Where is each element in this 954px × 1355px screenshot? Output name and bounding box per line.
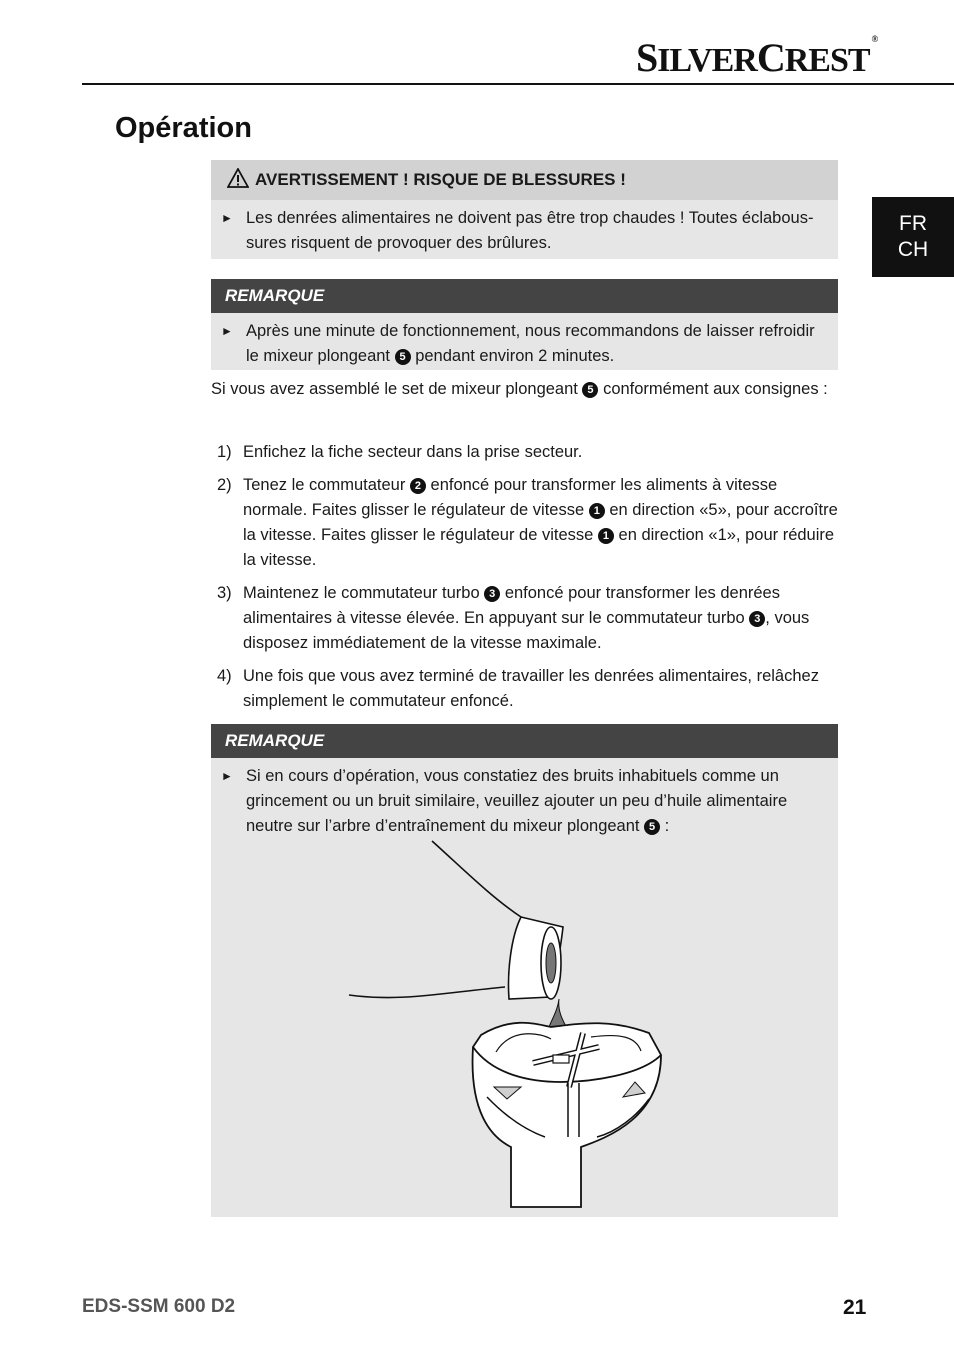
note-box-2 bbox=[211, 724, 838, 1217]
step-1: 1) Enfichez la fiche secteur dans la prise secteur. bbox=[217, 443, 583, 461]
oil-bottle-blender-illustration bbox=[211, 837, 838, 1217]
part-ref-badge: 5 bbox=[582, 382, 598, 398]
page-number: 21 bbox=[843, 1296, 867, 1319]
step-4: 4) Une fois que vous avez terminé de travailler les denrées alimentaires, relâchez simplement le commutateur enfoncé. bbox=[217, 667, 819, 710]
model-number: EDS-SSM 600 D2 bbox=[82, 1296, 236, 1317]
note-heading-2: REMARQUE bbox=[211, 724, 838, 758]
warning-triangle-icon bbox=[227, 163, 249, 203]
warning-heading: AVERTISSEMENT ! RISQUE DE BLESSURES ! bbox=[211, 160, 838, 200]
part-ref-badge: 3 bbox=[484, 586, 500, 602]
header-rule bbox=[82, 83, 954, 85]
note-box-1 bbox=[211, 279, 838, 370]
language-tab: FR CH bbox=[872, 197, 954, 277]
note-heading-1: REMARQUE bbox=[211, 279, 838, 313]
step-2: 2) Tenez le commutateur 2 enfoncé pour transformer les aliments à vitesse normale. Faites glisser le régulateur de vitesse 1 en direction «5», pour accroître la vitesse. Faites glisser le régulateur de vitesse 1 en direction «1», pour réduire la vitesse. bbox=[217, 476, 838, 569]
intro-paragraph: Si vous avez assemblé le set de mixeur plongeant 5 conformément aux consignes : bbox=[211, 380, 828, 398]
part-ref-badge: 5 bbox=[644, 819, 660, 835]
part-ref-badge: 1 bbox=[598, 528, 614, 544]
warning-bullet: ► Les denrées alimentaires ne doivent pas être trop chaudes ! Toutes éclabous-sures risquent de provoquer des brûlures. bbox=[211, 200, 838, 262]
part-ref-badge: 1 bbox=[589, 503, 605, 519]
bullet-arrow-icon: ► bbox=[221, 769, 233, 783]
note-2-bullet: ► Si en cours d’opération, vous constatiez des bruits inhabituels comme un grincement ou un bruit similaire, veuillez ajouter un peu d’huile alimentaire neutre sur l’arbre d’entraînement du mixeur plongeant 5 : bbox=[211, 758, 838, 845]
warning-box bbox=[211, 160, 838, 259]
part-ref-badge: 3 bbox=[749, 611, 765, 627]
bullet-arrow-icon: ► bbox=[221, 211, 233, 225]
part-ref-badge: 5 bbox=[395, 349, 411, 365]
silvercrest-logo: SILVERCREST® bbox=[636, 34, 878, 80]
step-3: 3) Maintenez le commutateur turbo 3 enfoncé pour transformer les denrées alimentaires à vitesse élevée. En appuyant sur le commutateur turbo 3 , vous disposez immédiatement de la vitesse maximale. bbox=[217, 584, 810, 652]
part-ref-badge: 2 bbox=[410, 478, 426, 494]
note-1-bullet: ► Après une minute de fonctionnement, nous recommandons de laisser refroidir le mixeur plongeant 5 pendant environ 2 minutes. bbox=[211, 313, 838, 375]
page-title: Opération bbox=[115, 112, 252, 144]
bullet-arrow-icon: ► bbox=[221, 324, 233, 338]
